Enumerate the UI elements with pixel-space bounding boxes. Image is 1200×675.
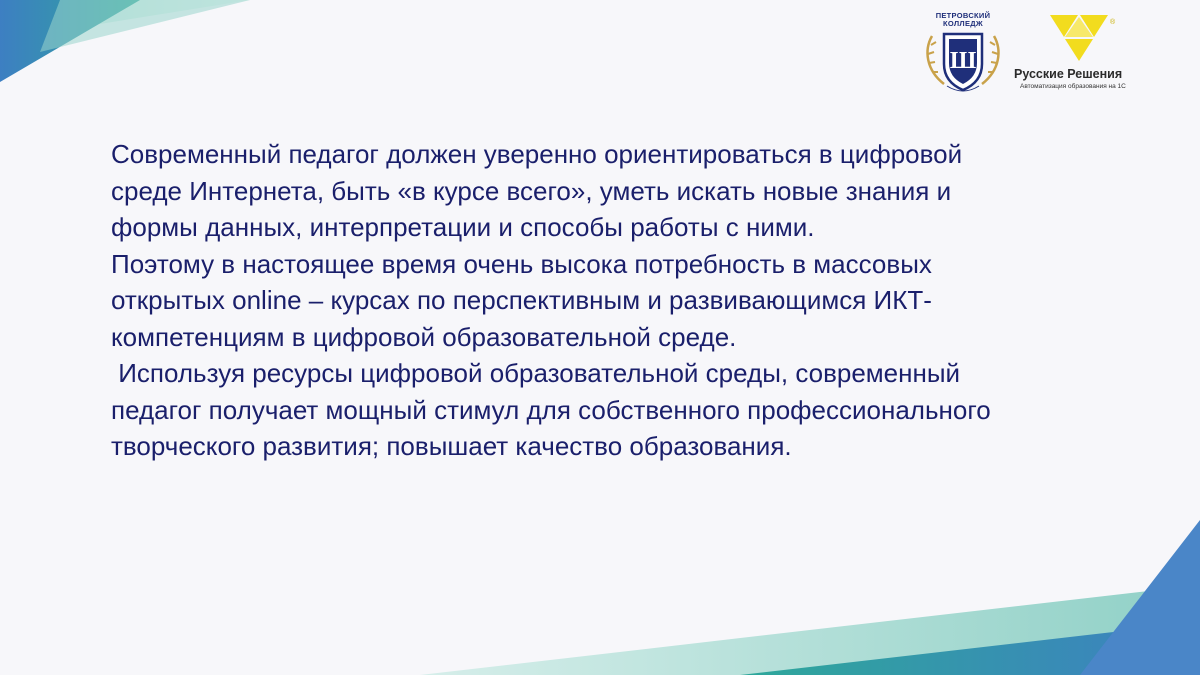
paragraph-3: Используя ресурсы цифровой образовательной среды, современный педагог получает мощный стимул для собственного профессионального творческого развития; повышает качество образования. — [111, 358, 998, 461]
petrovsky-college-logo — [922, 8, 1004, 94]
rr-logo-tagline: Автоматизация образования на 1С — [1020, 83, 1126, 90]
slide-body-text — [111, 136, 1011, 465]
paragraph-2: Поэтому в настоящее время очень высока потребность в массовых открытых online – курсах по перспективным и развивающимся ИКТ-компетенциям в цифровой образовательной среде. — [111, 248, 932, 352]
rr-logo-name: Русские Решения — [1014, 67, 1123, 81]
registered-mark: ® — [1110, 19, 1116, 26]
paragraph-1: Современный педагог должен уверенно ориентироваться в цифровой среде Интернета, быть «в курсе всего», уметь искать новые знания и формы данных, интерпретации и способы работы с ними. — [111, 139, 963, 242]
russkie-resheniya-logo — [1014, 12, 1154, 92]
petrovsky-logo-title — [922, 12, 1004, 28]
petrovsky-crest-icon — [922, 30, 1004, 94]
bottom-right-stripes — [420, 520, 1200, 675]
yellow-triangles-logo-icon — [1050, 12, 1114, 62]
top-left-stripes — [0, 0, 250, 82]
svg-text:Ш: Ш — [949, 48, 977, 74]
petrovsky-logo-line2: КОЛЛЕДЖ — [943, 19, 983, 28]
petrovsky-logo-line1: ПЕТРОВСКИЙ — [935, 11, 991, 20]
